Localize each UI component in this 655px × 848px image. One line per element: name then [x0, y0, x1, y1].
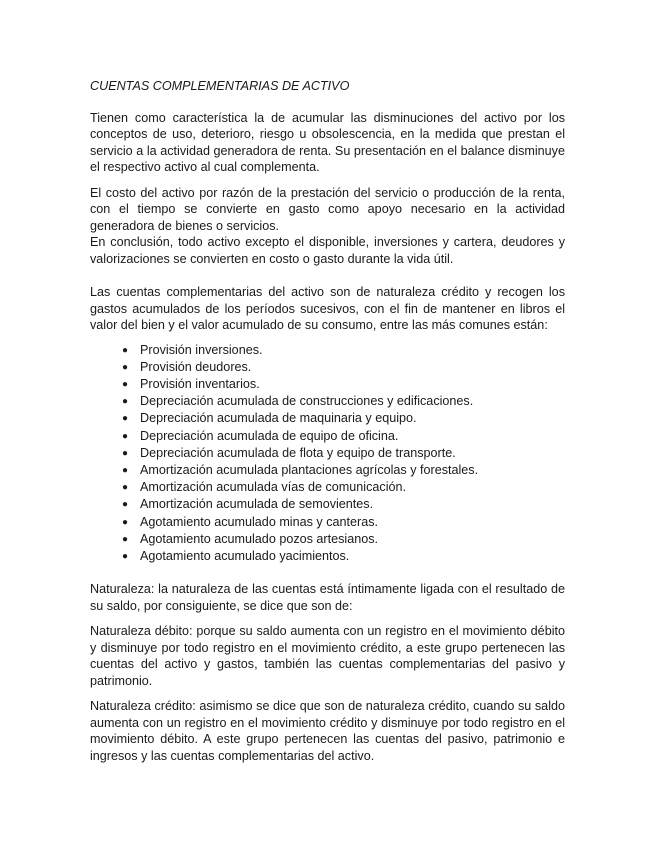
bullet-icon: ● — [122, 396, 129, 408]
bullet-icon: ● — [122, 413, 129, 425]
bullet-icon: ● — [122, 533, 129, 545]
paragraph-debit-nature: Naturaleza débito: porque su saldo aumenta con un registro en el movimiento débito y disminuye por todo registro en el movimiento crédito, a este grupo pertenecen las cuentas del activo y gastos, también las cuentas complementarias del pasivo y patrimonio. — [90, 624, 565, 688]
paragraph-credit-nature: Las cuentas complementarias del activo son de naturaleza crédito y recogen los gastos acumulados de los períodos sucesivos, con el fin de mantener en libros el valor del bien y el valor acumulado de su consumo, entre las más comunes están: — [90, 285, 565, 332]
document-title: CUENTAS COMPLEMENTARIAS DE ACTIVO — [90, 79, 350, 93]
list-item: ● Depreciación acumulada de equipo de oficina. — [140, 428, 565, 445]
bullet-icon: ● — [122, 378, 129, 390]
bullet-icon: ● — [122, 516, 129, 528]
list-item: ● Agotamiento acumulado pozos artesianos. — [140, 531, 565, 548]
paragraph-conclusion: En conclusión, todo activo excepto el disponible, inversiones y cartera, deudores y valorizaciones se convierten en costo o gasto durante la vida útil. — [90, 235, 565, 266]
paragraph-credit-definition: Naturaleza crédito: asimismo se dice que son de naturaleza crédito, cuando su saldo aumenta con un registro en el movimiento crédito y disminuye por todo registro en el movimiento débito. A este grupo pertenecen las cuentas del pasivo, patrimonio e ingresos y las cuentas complementarias del activo. — [90, 699, 565, 763]
list-item: ● Amortización acumulada plantaciones agrícolas y forestales. — [140, 462, 565, 479]
list-item: ● Depreciación acumulada de construcciones y edificaciones. — [140, 393, 565, 410]
bullet-icon: ● — [122, 361, 129, 373]
paragraph-nature: Naturaleza: la naturaleza de las cuentas está íntimamente ligada con el resultado de su saldo, por consiguiente, se dice que son de: — [90, 582, 565, 613]
bullet-icon: ● — [122, 447, 129, 459]
bullet-icon: ● — [122, 344, 129, 356]
list-item: ● Depreciación acumulada de flota y equipo de transporte. — [140, 445, 565, 462]
list-item: ● Depreciación acumulada de maquinaria y equipo. — [140, 410, 565, 427]
bullet-icon: ● — [122, 550, 129, 562]
list-item: ● Provisión inventarios. — [140, 376, 565, 393]
list-item: ● Amortización acumulada vías de comunicación. — [140, 479, 565, 496]
list-item: ● Amortización acumulada de semovientes. — [140, 496, 565, 513]
bullet-icon: ● — [122, 499, 129, 511]
list-item: ● Agotamiento acumulado minas y canteras. — [140, 514, 565, 531]
list-item: ● Provisión deudores. — [140, 359, 565, 376]
bullet-icon: ● — [122, 430, 129, 442]
list-item: ● Agotamiento acumulado yacimientos. — [140, 548, 565, 565]
paragraph-characteristics: Tienen como característica la de acumular las disminuciones del activo por los conceptos de uso, deterioro, riesgo u obsolescencia, en la medida que prestan el servicio a la actividad generadora de renta. Su presentación en el balance disminuye el respectivo activo al cual complementa. — [90, 110, 565, 174]
bullet-icon: ● — [122, 482, 129, 494]
paragraph-cost: El costo del activo por razón de la prestación del servicio o producción de la renta, con el tiempo se convierte en gasto como apoyo necesario en la actividad generadora de bienes o servicios. — [90, 185, 565, 233]
list-item: ● Provisión inversiones. — [140, 342, 565, 359]
bullet-icon: ● — [122, 464, 129, 476]
document-page — [90, 78, 565, 764]
accounts-list — [90, 342, 565, 566]
